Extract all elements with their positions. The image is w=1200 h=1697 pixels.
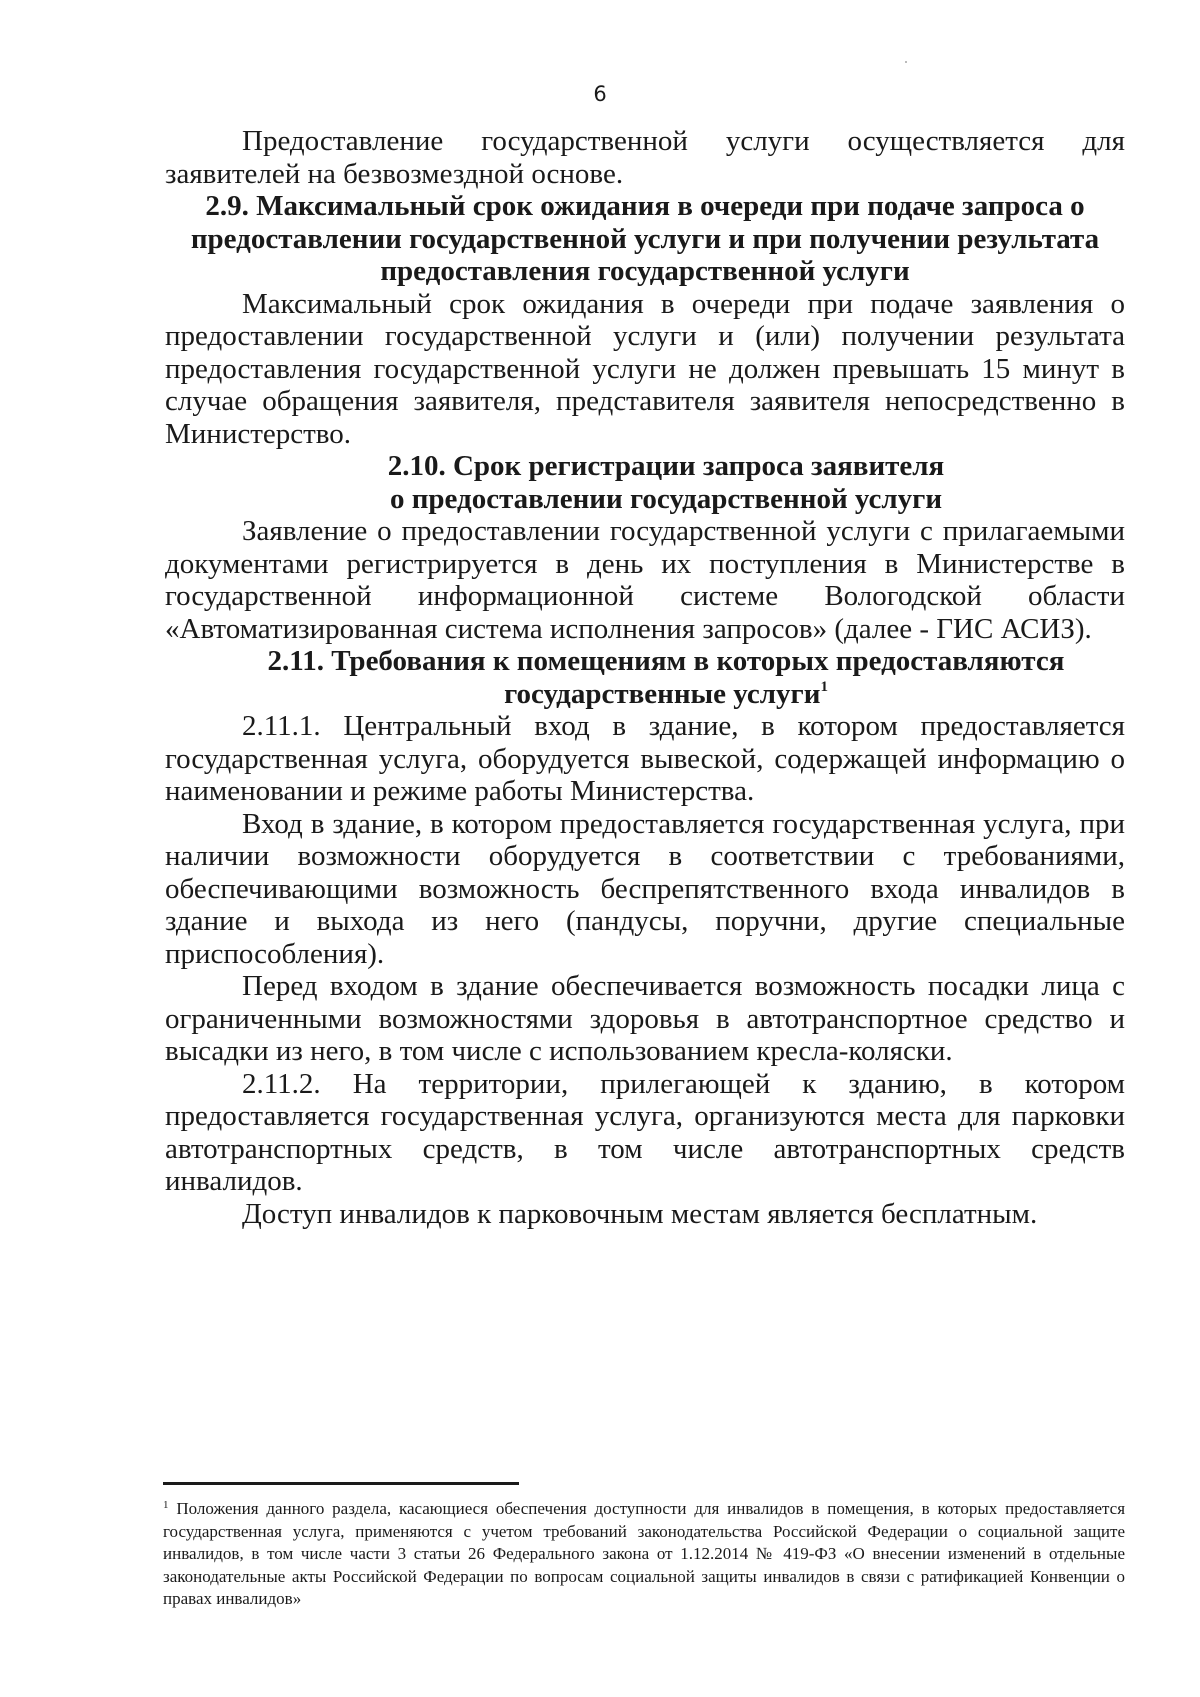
section-2-9-heading [165, 190, 1125, 288]
footnote-reference: 1 [820, 678, 828, 695]
section-2-11-heading [165, 645, 1125, 710]
heading-line: 2.11. Требования к помещениям в которых предоставляются [267, 645, 1065, 677]
section-2-10-paragraph: Заявление о предоставлении государственной услуги с прилагаемыми документами регистрируется в день их поступления в Министерстве в государственной информационной системе Вологодской области «Автоматизированная система исполнения запросов» (далее - ГИС АСИЗ). [165, 515, 1125, 645]
section-2-10-heading [165, 450, 1125, 515]
footnote-separator [163, 1482, 519, 1485]
footnote-text: Положения данного раздела, касающиеся обеспечения доступности для инвалидов в помещения, в которых предоставляется государственная услуга, применяются с учетом требований законодательства Российской Федерации о социальной защите инвалидов, в том числе части 3 статьи 26 Федерального закона от 1.12.2014 № 419-ФЗ «О внесении изменений в отдельные законодательные акты Российской Федерации по вопросам социальной защиты инвалидов в связи с ратификацией Конвенции о правах инвалидов» [163, 1499, 1126, 1608]
heading-line: 2.10. Срок регистрации запроса заявителя [387, 450, 945, 482]
intro-paragraph: Предоставление государственной услуги осуществляется для заявителей на безвозмездной основе. [165, 125, 1125, 190]
heading-text: государственные услуги [504, 677, 821, 710]
footnote-marker: 1 [163, 1499, 169, 1511]
boarding-paragraph: Перед входом в здание обеспечивается возможность посадки лица с ограниченными возможностями здоровья в автотранспортное средство и высадки из него, в том числе с использованием кресла-коляски. [165, 970, 1125, 1067]
parking-access-paragraph: Доступ инвалидов к парковочным местам является бесплатным. [242, 1197, 1038, 1230]
section-2-11-2-paragraph: 2.11.2. На территории, прилегающей к зданию, в котором предоставляется государственная услуга, организуются места для парковки автотранспортных средств, в том числе автотранспортных средств инвалидов. [165, 1067, 1125, 1197]
page-number: 6 [593, 82, 607, 106]
page-content [165, 125, 1125, 1230]
entrance-accessibility-paragraph: Вход в здание, в котором предоставляется государственная услуга, при наличии возможности оборудуется в соответствии с требованиями, обеспечивающими возможность беспрепятственного входа инвалидов в здание и выхода из него (пандусы, поручни, другие специальные приспособления). [165, 807, 1125, 970]
heading-line: предоставления государственной услуги [380, 255, 910, 287]
heading-line: 2.9. Максимальный срок ожидания в очереди при подаче запроса о [205, 190, 1085, 222]
section-2-11-1-paragraph: 2.11.1. Центральный вход в здание, в котором предоставляется государственная услуга, оборудуется вывеской, содержащей информацию о наименовании и режиме работы Министерства. [165, 710, 1125, 807]
heading-line [207, 678, 1125, 711]
section-2-9-paragraph: Максимальный срок ожидания в очереди при подаче заявления о предоставлении государственной услуги и (или) получении результата предоставления государственной услуги не должен превышать 15 минут в случае обращения заявителя, представителя заявителя непосредственно в Министерство. [165, 287, 1125, 450]
footnote [163, 1498, 1125, 1611]
scan-speck [905, 61, 907, 63]
heading-line: о предоставлении государственной услуги [389, 482, 943, 515]
heading-line: предоставлении государственной услуги и при получении результата [190, 222, 1100, 255]
